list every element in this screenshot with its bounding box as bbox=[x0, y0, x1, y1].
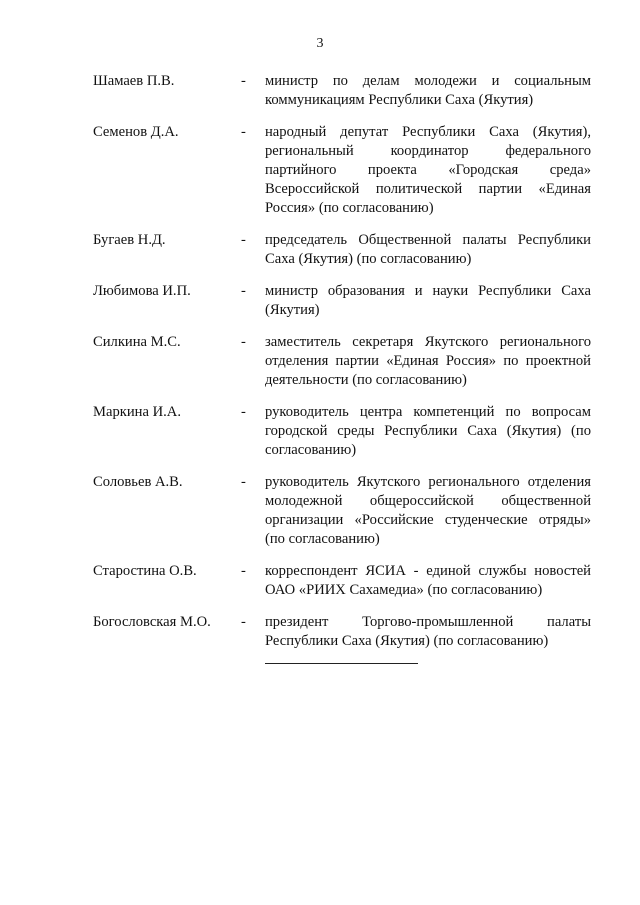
member-row bbox=[93, 333, 591, 390]
member-name: Любимова И.П. bbox=[93, 283, 191, 299]
member-name: Бугаев Н.Д. bbox=[93, 232, 166, 248]
member-dash: - bbox=[241, 614, 246, 630]
member-dash: - bbox=[241, 232, 246, 248]
member-name: Богословская М.О. bbox=[93, 614, 211, 630]
member-name: Маркина И.А. bbox=[93, 404, 181, 420]
member-dash: - bbox=[241, 563, 246, 579]
member-name: Силкина М.С. bbox=[93, 334, 181, 350]
member-dash: - bbox=[241, 283, 246, 299]
member-name: Соловьев А.В. bbox=[93, 474, 183, 490]
member-role: председатель Общественной палаты Республики Саха (Якутия) (по согласованию) bbox=[265, 232, 591, 267]
member-row bbox=[93, 123, 591, 218]
member-role: заместитель секретаря Якутского регионального отделения партии «Единая Россия» по проектной деятельности (по согласованию) bbox=[265, 334, 591, 388]
member-row bbox=[93, 282, 591, 320]
closing-divider bbox=[265, 663, 418, 664]
member-dash: - bbox=[241, 334, 246, 350]
member-row bbox=[93, 562, 591, 600]
member-role: министр по делам молодежи и социальным коммуникациям Республики Саха (Якутия) bbox=[265, 73, 591, 108]
member-row bbox=[93, 403, 591, 460]
member-name: Семенов Д.А. bbox=[93, 124, 179, 140]
member-row bbox=[93, 72, 591, 110]
member-row bbox=[93, 473, 591, 549]
member-dash: - bbox=[241, 124, 246, 140]
member-role: министр образования и науки Республики Саха (Якутия) bbox=[265, 283, 591, 318]
member-row bbox=[93, 613, 591, 651]
member-name: Старостина О.В. bbox=[93, 563, 197, 579]
page-number: 3 bbox=[316, 36, 324, 51]
member-name: Шамаев П.В. bbox=[93, 73, 175, 89]
member-role: президент Торгово-промышленной палаты Республики Саха (Якутия) (по согласованию) bbox=[265, 614, 591, 649]
member-role: корреспондент ЯСИА - единой службы новостей ОАО «РИИХ Сахамедиа» (по согласованию) bbox=[265, 563, 591, 598]
member-row bbox=[93, 231, 591, 269]
member-role: народный депутат Республики Саха (Якутия), региональный координатор федерального партийного проекта «Городская среда» Всероссийской политической партии «Единая Россия» (по согласованию) bbox=[265, 124, 591, 216]
member-role: руководитель Якутского регионального отделения молодежной общероссийской общественной организации «Российские студенческие отряды» (по согласованию) bbox=[265, 474, 591, 547]
members-list bbox=[93, 72, 591, 651]
member-dash: - bbox=[241, 474, 246, 490]
member-role: руководитель центра компетенций по вопросам городской среды Республики Саха (Якутия) (по согласованию) bbox=[265, 404, 591, 458]
member-dash: - bbox=[241, 404, 246, 420]
member-dash: - bbox=[241, 73, 246, 89]
